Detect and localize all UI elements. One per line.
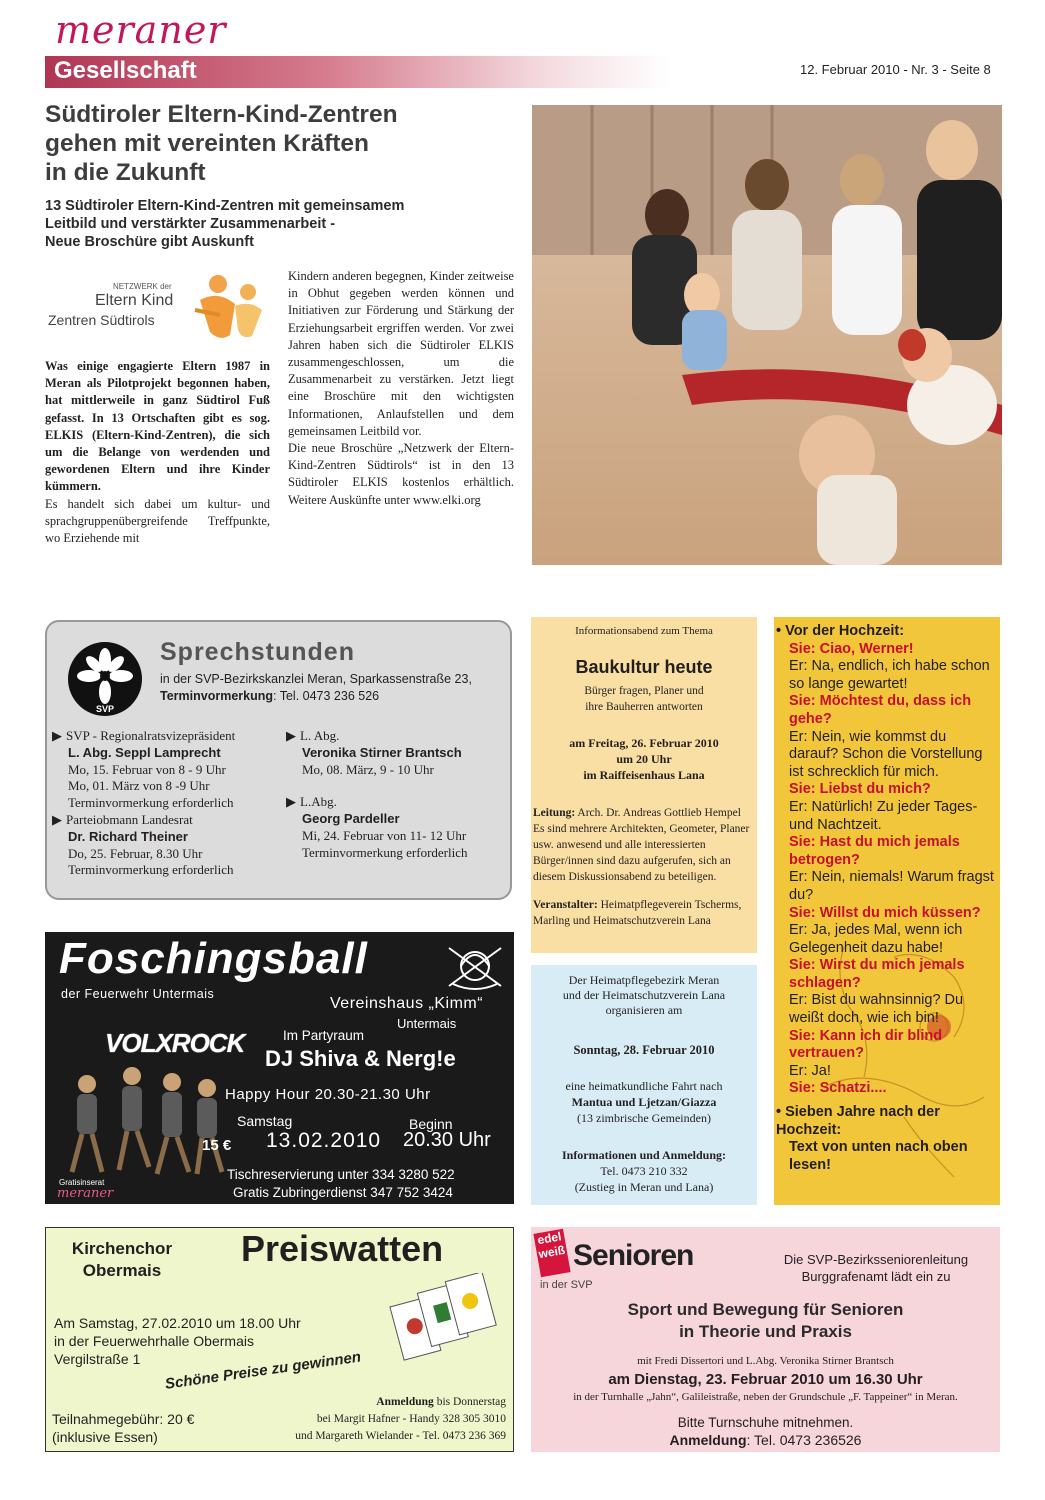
- article-column-right: [288, 268, 514, 509]
- begin-label: Beginn: [409, 1116, 453, 1132]
- article-headline: [45, 100, 515, 187]
- day-label: Samstag: [237, 1113, 293, 1129]
- phone-label: Terminvormerkung: [160, 689, 273, 703]
- article-photo: [532, 105, 1002, 565]
- triangle-right-icon: ▶: [286, 794, 296, 810]
- senioren-shoes: Bitte Turnschuhe mitnehmen.: [677, 1415, 854, 1430]
- person-role: L.Abg.: [300, 794, 337, 810]
- section-head: • Vor der Hochzeit:: [776, 623, 905, 639]
- headline-line: Südtiroler Eltern-Kind-Zentren: [45, 101, 398, 128]
- fahrt-box: [531, 965, 757, 1205]
- dateline: 12. Februar 2010 - Nr. 3 - Seite 8: [800, 62, 991, 77]
- happy-hour: Happy Hour 20.30-21.30 Uhr: [225, 1086, 431, 1103]
- section-label: Gesellschaft: [54, 57, 197, 84]
- sprechstunden-column-right: [286, 728, 511, 862]
- dialog-line-sie: Sie: Schatzi....: [789, 1080, 887, 1097]
- faschingsball-ad: [45, 932, 514, 1204]
- senioren-intro: [756, 1251, 996, 1285]
- fahrt-dest: Mantua und Ljetzan/Giazza: [571, 1095, 717, 1109]
- baukultur-date: am Freitag, 26. Februar 2010: [569, 736, 719, 750]
- fahrt-info-label: Informationen und Anmeldung:: [561, 1148, 727, 1162]
- head-after: Sieben Jahre nach der Hochzeit:: [776, 1104, 940, 1138]
- watten-fee: [52, 1410, 194, 1446]
- free-ad-brand: meraner: [57, 1186, 114, 1201]
- person-entry: [52, 812, 282, 879]
- organizer-text: Heimatpflegeverein Tscherms, Marling und Heimatschutzverein Lana: [533, 899, 742, 927]
- playing-cards-icon: [386, 1273, 506, 1368]
- preiswatten-title: Preiswatten: [241, 1228, 444, 1269]
- fahrt-intro: [531, 973, 757, 1018]
- head-before: Vor der Hochzeit:: [785, 623, 905, 639]
- fahrt-info: [531, 1147, 757, 1195]
- dialog-lines: [776, 641, 998, 1098]
- senioren-intro-line: Burggrafenamt lädt ein zu: [801, 1269, 951, 1284]
- fahrt-note: (Zustieg in Meran und Lana): [574, 1180, 714, 1194]
- baukultur-intro: Informationsabend zum Thema: [575, 625, 713, 637]
- fahrt-intro-line: organisieren am: [605, 1003, 683, 1017]
- headline-line: gehen mit vereinten Kräften: [45, 130, 370, 157]
- dialog-line-sie: Sie: Möchtest du, dass ich gehe?: [789, 693, 972, 727]
- subhead-line: Neue Broschüre gibt Auskunft: [45, 234, 254, 250]
- watten-when: [54, 1314, 301, 1368]
- person-entry: [52, 728, 282, 812]
- fahrt-intro-line: Der Heimatpflegebezirk Meran: [568, 973, 720, 987]
- baukultur-time: um 20 Uhr: [616, 752, 672, 766]
- choir-name: [52, 1238, 192, 1282]
- senioren-headline-line: Sport und Bewegung für Senioren: [627, 1300, 904, 1319]
- baukultur-box: [531, 617, 757, 953]
- person-role: L. Abg.: [300, 728, 340, 743]
- masthead: meraner: [55, 8, 227, 52]
- person-name: L. Abg. Seppl Lamprecht: [68, 744, 221, 760]
- subhead-line: Leitbild und verstärkter Zusammenarbeit -: [45, 216, 336, 232]
- party-room: Im Partyraum: [283, 1028, 365, 1043]
- dialog-line-sie: Sie: Liebst du mich?: [789, 781, 931, 798]
- dialog-line-er: Er: Bist du wahnsinnig? Du weißt doch, wie ich bin!: [789, 992, 964, 1027]
- reg-label: Anmeldung: [376, 1396, 434, 1408]
- senioren-with: mit Fredi Dissertori und L.Abg. Veronika Stirner Brantsch: [637, 1355, 894, 1367]
- baukultur-sub-line: ihre Bauherren antworten: [585, 701, 703, 713]
- photo-illustration: [532, 105, 1002, 565]
- senioren-headline: [531, 1299, 1000, 1343]
- family-figures-icon: [190, 270, 270, 345]
- sprechstunden-subtitle: [160, 671, 472, 705]
- headline-line: in die Zukunft: [45, 159, 206, 186]
- baukultur-sub: [531, 683, 757, 715]
- reg-text: bis Donnerstag: [433, 1396, 506, 1408]
- event-date: 13.02.2010: [266, 1129, 382, 1152]
- reg-contact: bei Margit Hafner - Handy 328 305 3010: [316, 1413, 506, 1425]
- senioren-when: am Dienstag, 23. Februar 2010 um 16.30 Uhr: [608, 1371, 923, 1388]
- dialog-line-sie: Sie: Ciao, Werner!: [789, 640, 914, 657]
- tail-note: Text von unten nach oben lesen!: [789, 1139, 968, 1173]
- person-note: Terminvormerkung erforderlich: [68, 795, 234, 811]
- senioren-sub: in der SVP: [540, 1279, 593, 1291]
- dialog-line-sie: Sie: Wirst du mich jemals schlagen?: [789, 957, 965, 991]
- senioren-intro-line: Die SVP-Bezirksseniorenleitung: [783, 1252, 969, 1267]
- article-column-left: [45, 358, 270, 547]
- person-entry: [286, 728, 511, 778]
- dialog-line-sie: Sie: Willst du mich küssen?: [789, 904, 981, 921]
- fahrt-desc: eine heimatkundliche Fahrt nach: [565, 1079, 723, 1093]
- dialog-line-er: Er: Na, endlich, ich habe schon so lange gewartet!: [789, 658, 990, 692]
- preiswatten-box: [45, 1227, 514, 1452]
- triangle-right-icon: ▶: [286, 728, 296, 743]
- phone-value: : Tel. 0473 236 526: [273, 689, 380, 703]
- elki-logo: [45, 270, 275, 350]
- triangle-right-icon: ▶: [52, 811, 62, 827]
- person-time: Do, 25. Februar, 8.30 Uhr: [68, 845, 203, 861]
- person-name: Veronika Stirner Brantsch: [302, 744, 462, 760]
- band-photo: [57, 1062, 232, 1182]
- article-lead: Was einige engagierte Eltern 1987 in Meran als Pilotprojekt begonnen haben, hat mittlerweile in ganz Südtirol Fuß gefasst. In 13 Ortschaften gibt es sog. ELKIS (Eltern-Kind-Zentren), die sich um die Belange von werdenden und gewordenen Eltern und ihre Kinder kümmern.: [45, 359, 270, 494]
- senioren-box: [531, 1227, 1000, 1452]
- person-note: Terminvormerkung erforderlich: [68, 862, 234, 878]
- edelweiss-badge: [533, 1229, 570, 1278]
- free-ad-label: Gratisinserat: [59, 1178, 105, 1187]
- person-time: Mo, 15. Februar von 8 - 9 Uhr: [68, 761, 226, 777]
- logo-line: NETZWERK der: [113, 282, 172, 291]
- hochzeit-box: [774, 617, 1000, 1205]
- dialog-line-sie: Sie: Hast du mich jemals betrogen?: [789, 834, 960, 868]
- person-name: Dr. Richard Theiner: [68, 828, 188, 844]
- senioren-registration: [531, 1432, 1000, 1448]
- dialog-line-er: Er: Nein, wie kommst du darauf? Schon die Vorstellung ist schrecklich für mich.: [789, 728, 983, 780]
- dj-line: DJ Shiva & Nerg!e: [265, 1046, 456, 1071]
- section-head: • Sieben Jahre nach der Hochzeit:: [776, 1104, 940, 1138]
- subhead-line: 13 Südtiroler Eltern-Kind-Zentren mit gemeinsamem: [45, 198, 405, 214]
- baukultur-place: im Raiffeisenhaus Lana: [583, 768, 705, 782]
- choir-line: Obermais: [82, 1261, 162, 1280]
- watten-street: Vergilstraße 1: [54, 1351, 141, 1367]
- fee-line: Teilnahmegebühr: 20 €: [52, 1411, 195, 1427]
- article-paragraph: Die neue Broschüre „Netzwerk der Eltern-Kind-Zentren Südtirols“ ist in den 13 Südtiroler ELKIS kostenlos erhältlich. Weitere Auskünfte unter www.elki.org: [288, 441, 514, 507]
- logo-line: Zentren Südtirols: [48, 312, 155, 328]
- senioren-title: Senioren: [573, 1239, 694, 1272]
- price: 15 €: [202, 1137, 232, 1154]
- badge-line: edel: [536, 1229, 563, 1248]
- baukultur-sub-line: Bürger fragen, Planer und: [584, 685, 704, 697]
- triangle-right-icon: ▶: [52, 728, 62, 743]
- person-role: Parteiobmann Landesrat: [66, 811, 193, 827]
- faschingsball-title: Foschingsball: [59, 934, 368, 983]
- badge-line: weiß: [537, 1242, 567, 1262]
- baukultur-desc: Es sind mehrere Architekten, Geometer, Planer usw. anwesend und alle interessierten Bürger/innen sind dazu aufgerufen, sich an diesem Diskussionsabend zu beteiligen.: [533, 823, 750, 883]
- sprechstunden-column-left: [52, 728, 282, 879]
- fahrt-dest-note: (13 zimbrische Gemeinden): [577, 1111, 711, 1125]
- fire-brigade-emblem-icon: [443, 936, 507, 994]
- lead-label: Leitung:: [533, 807, 576, 819]
- person-role: SVP - Regionalratsvizepräsident: [66, 728, 236, 743]
- article-paragraph: Es handelt sich dabei um kultur- und sprachgruppenübergreifende Treffpunkte, wo Erziehende mit: [45, 496, 270, 546]
- choir-line: Kirchenchor: [71, 1239, 173, 1258]
- shuttle: Gratis Zubringerdienst 347 752 3424: [233, 1185, 453, 1200]
- dialog-line-er: Er: Nein, niemals! Warum fragst du?: [789, 869, 994, 903]
- senioren-where: in der Turnhalle „Jahn“, Galileistraße, neben der Grundschule „F. Tappeiner“ in Meran.: [573, 1391, 958, 1403]
- lead-text: Arch. Dr. Andreas Gottlieb Hempel: [575, 807, 741, 819]
- fahrt-intro-line: und der Heimatschutzverein Lana: [562, 988, 726, 1002]
- sprechstunden-address: in der SVP-Bezirkskanzlei Meran, Sparkassenstraße 23,: [160, 672, 472, 686]
- baukultur-body: [533, 805, 755, 929]
- article-paragraph: Kindern anderen begegnen, Kinder zeitweise in Obhut gegeben werden können und Initiativen zur Förderung und Stärkung der Erziehungsarbeit ergriffen werden. Vor zwei Jahren haben sich die Südtiroler ELKIS zusammengeschlossen, um die Zusammenarbeit zu verstärken. Jetzt liegt eine Broschüre mit den wichtigsten Informationen, Anlaufstellen und dem gemeinsamen Leitbild vor.: [288, 269, 514, 438]
- venue: Vereinshaus „Kimm“: [330, 995, 484, 1012]
- watten-date: Am Samstag, 27.02.2010 um 18.00 Uhr: [54, 1315, 301, 1331]
- person-time: Mo, 01. März von 8 -9 Uhr: [68, 778, 210, 794]
- fee-line: (inklusive Essen): [52, 1429, 158, 1445]
- person-note: Terminvormerkung erforderlich: [302, 844, 468, 860]
- dialog-line-er: Er: Ja!: [789, 1062, 831, 1079]
- logo-line: Eltern Kind: [95, 292, 174, 309]
- reg-text: : Tel. 0473 236526: [746, 1432, 862, 1448]
- venue-place: Untermais: [397, 1016, 457, 1031]
- dialog-line-er: Er: Natürlich! Zu jeder Tages- und Nachtzeit.: [789, 798, 978, 833]
- person-time: Mi, 24. Februar von 11- 12 Uhr: [302, 827, 467, 843]
- band-logo: VOLXROCK: [105, 1028, 245, 1058]
- svp-logo-text: SVP: [95, 704, 115, 714]
- prizes-slogan: Schöne Preise zu gewinnen: [164, 1348, 363, 1393]
- fahrt-date: Sonntag, 28. Februar 2010: [573, 1043, 715, 1057]
- person-name: Georg Pardeller: [302, 811, 400, 827]
- fahrt-desc-block: [531, 1078, 757, 1126]
- person-entry: [286, 794, 511, 861]
- senioren-headline-line: in Theorie und Praxis: [679, 1322, 852, 1341]
- reg-contact: und Margareth Wielander - Tel. 0473 236 369: [295, 1430, 506, 1442]
- baukultur-title: Baukultur heute: [575, 657, 713, 677]
- dialog-line-sie: Sie: Kann ich dir blind vertrauen?: [789, 1027, 943, 1062]
- dialog-line-er: Er: Ja, jedes Mal, wenn ich Gelegenheit dazu habe!: [789, 922, 963, 956]
- sprechstunden-title: Sprechstunden: [160, 638, 355, 666]
- reg-label: Anmeldung: [669, 1432, 747, 1448]
- watten-venue: in der Feuerwehrhalle Obermais: [54, 1333, 254, 1349]
- organizer-label: Veranstalter:: [533, 899, 598, 911]
- baukultur-when: [531, 735, 757, 783]
- event-time: 20.30 Uhr: [403, 1129, 491, 1151]
- person-time: Mo, 08. März, 9 - 10 Uhr: [302, 761, 434, 777]
- reservation: Tischreservierung unter 334 3280 522: [227, 1167, 455, 1182]
- dialog: [776, 623, 998, 1174]
- fahrt-tel: Tel. 0473 210 332: [600, 1164, 688, 1178]
- faschingsball-subtitle: der Feuerwehr Untermais: [61, 987, 215, 1001]
- sprechstunden-phone: [160, 688, 472, 705]
- watten-registration: [276, 1394, 506, 1445]
- svp-edelweiss-icon: [66, 640, 144, 718]
- article-subhead: [45, 197, 515, 251]
